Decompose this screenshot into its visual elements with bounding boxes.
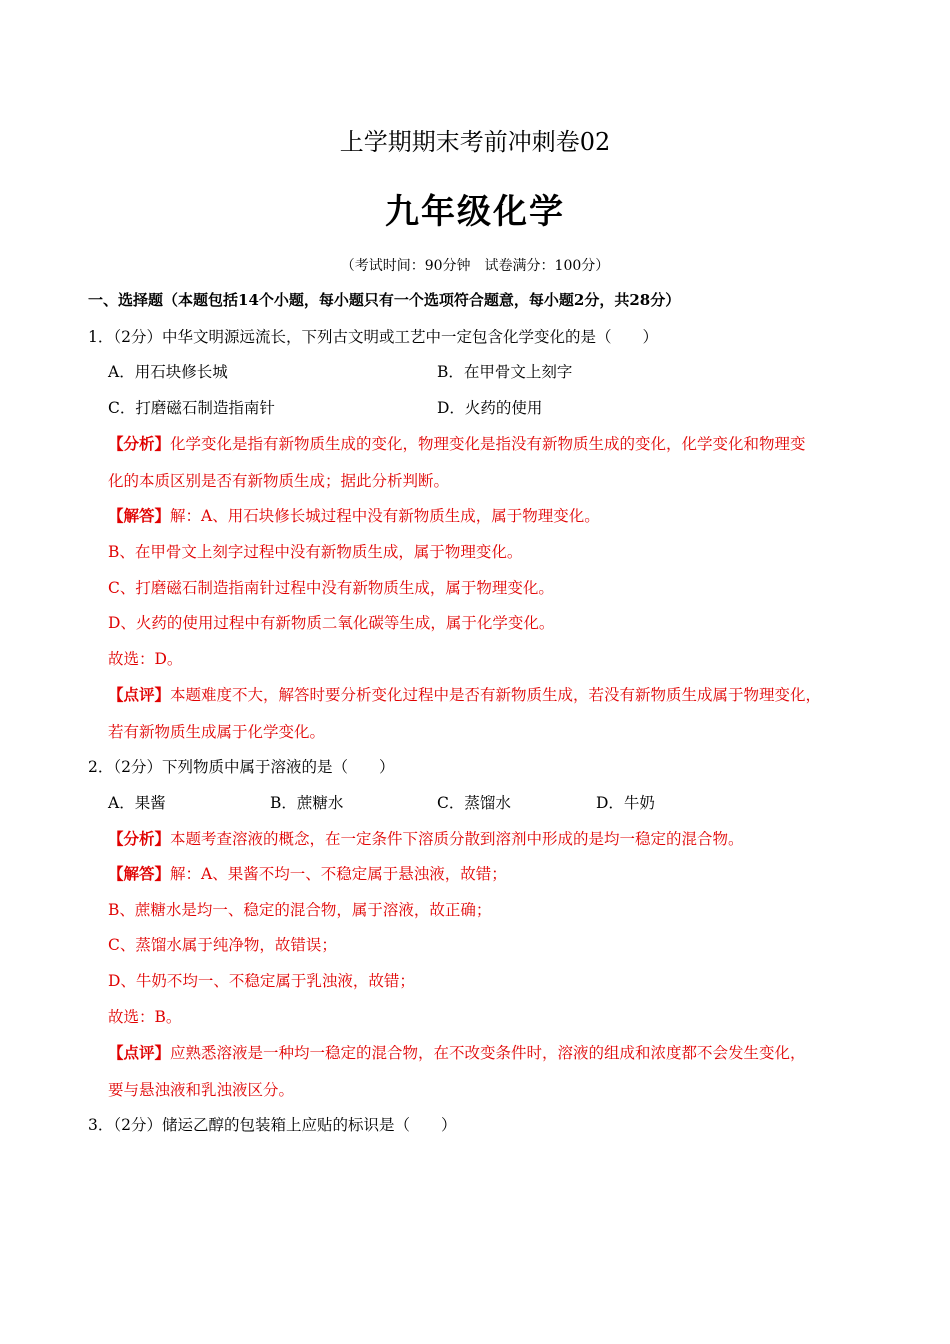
option-b: B．在甲骨文上刻字 — [437, 363, 573, 381]
comment-tag: 【点评】 — [108, 1043, 171, 1062]
exam-subtitle: 上学期期末考前冲刺卷02 — [339, 128, 611, 156]
answer-text: 解：A、用石块修长城过程中没有新物质生成，属于物理变化。 — [170, 507, 600, 525]
question-stem: 2．（2分）下列物质中属于溶液的是（ ） — [88, 758, 395, 776]
analysis — [108, 827, 744, 849]
answer-text: B、蔗糖水是均一、稳定的混合物，属于溶液，故正确； — [108, 901, 492, 919]
option-d: D．牛奶 — [596, 794, 655, 812]
answer-text: B、在甲骨文上刻字过程中没有新物质生成，属于物理变化。 — [108, 543, 523, 561]
exam-info: （考试时间：90分钟 试卷满分：100分） — [340, 258, 610, 274]
answer-choice: 故选：D。 — [108, 650, 183, 668]
option-d: D．火药的使用 — [437, 399, 543, 417]
comment — [108, 1041, 806, 1063]
answer-text: 解：A、果酱不均一、不稳定属于悬浊液，故错； — [170, 865, 507, 883]
answer-text: D、火药的使用过程中有新物质二氧化碳等生成，属于化学变化。 — [108, 614, 555, 632]
answer-choice: 故选：B。 — [108, 1008, 182, 1026]
comment-text: 本题难度不大，解答时要分析变化过程中是否有新物质生成，若没有新物质生成属于物理变化， — [170, 686, 822, 704]
analysis-text: 化学变化是指有新物质生成的变化，物理变化是指没有新物质生成的变化，化学变化和物理变 — [170, 435, 806, 453]
answer-tag: 【解答】 — [108, 864, 171, 883]
answer-text: C、打磨磁石制造指南针过程中没有新物质生成，属于物理变化。 — [108, 579, 554, 597]
answer-text: C、蒸馏水属于纯净物，故错误； — [108, 936, 337, 954]
comment — [108, 683, 821, 705]
comment-text: 应熟悉溶液是一种均一稳定的混合物，在不改变条件时，溶液的组成和浓度都不会发生变化， — [170, 1044, 806, 1062]
analysis — [108, 432, 806, 454]
option-c: C．蒸馏水 — [437, 794, 511, 812]
question-stem: 3．（2分）储运乙醇的包装箱上应贴的标识是（ ） — [88, 1116, 457, 1134]
answer-text: D、牛奶不均一、不稳定属于乳浊液，故错； — [108, 972, 415, 990]
analysis-tag: 【分析】 — [108, 829, 171, 848]
option-a: A．用石块修长城 — [108, 363, 228, 381]
section-heading: 一、选择题（本题包括14个小题，每小题只有一个选项符合题意，每小题2分，共28分） — [88, 291, 681, 309]
analysis-text: 本题考查溶液的概念，在一定条件下溶质分散到溶剂中形成的是均一稳定的混合物。 — [170, 830, 744, 848]
analysis-tag: 【分析】 — [108, 434, 171, 453]
option-b: B．蔗糖水 — [270, 794, 344, 812]
answer-tag: 【解答】 — [108, 506, 171, 525]
answer — [108, 862, 507, 884]
option-c: C．打磨磁石制造指南针 — [108, 399, 275, 417]
question-stem: 1．（2分）中华文明源远流长，下列古文明或工艺中一定包含化学变化的是（ ） — [88, 328, 658, 346]
answer — [108, 504, 600, 526]
comment-tag: 【点评】 — [108, 685, 171, 704]
comment-text: 要与悬浊液和乳浊液区分。 — [108, 1081, 295, 1099]
analysis-text: 化的本质区别是否有新物质生成；据此分析判断。 — [108, 472, 450, 490]
comment-text: 若有新物质生成属于化学变化。 — [108, 723, 326, 741]
exam-title: 九年级化学 — [385, 192, 565, 232]
option-a: A．果酱 — [108, 794, 166, 812]
